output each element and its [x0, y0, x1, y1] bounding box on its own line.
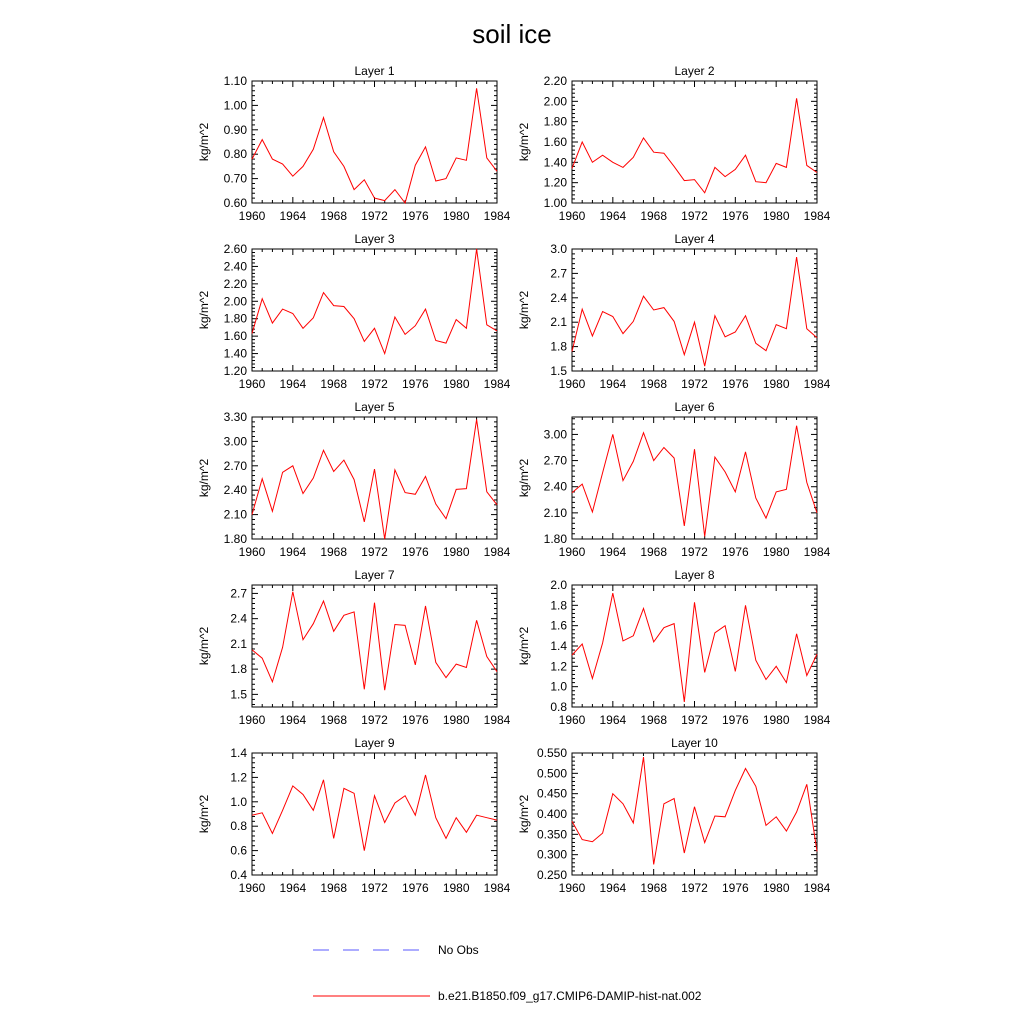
panel-3-ytick-label: 1.40: [223, 346, 247, 361]
panel-10-title: Layer 10: [671, 736, 718, 750]
panel-3-xtick-label: 1976: [401, 377, 429, 391]
panel-9-xtick-label: 1960: [238, 881, 266, 895]
panel-5-xtick-label: 1972: [361, 545, 388, 559]
panel-1-xtick-label: 1984: [483, 209, 511, 223]
panel-1-ytick-label: 0.60: [223, 196, 247, 210]
panel-1-title: Layer 1: [354, 64, 395, 78]
panel-8-xtick-label: 1984: [803, 713, 831, 727]
panel-7-ytick-label: 1.5: [230, 687, 247, 702]
panel-9-xtick-label: 1968: [320, 881, 348, 895]
panel-2-xtick-label: 1968: [640, 209, 668, 223]
panel-2-frame: [572, 81, 817, 203]
panel-10-xtick-label: 1972: [681, 881, 708, 895]
panel-3-series-line: [252, 249, 497, 354]
panel-1-ytick-label: 1.10: [223, 74, 247, 88]
panel-10-xtick-label: 1960: [558, 881, 586, 895]
panel-8-ytick-label: 1.8: [550, 598, 567, 613]
panel-6-title: Layer 6: [674, 400, 715, 414]
panel-1-ytick-label: 1.00: [223, 98, 247, 113]
panel-10-xtick-label: 1984: [803, 881, 831, 895]
panel-2-ytick-label: 1.80: [543, 114, 567, 129]
panel-7-xtick-label: 1980: [442, 713, 470, 727]
panel-5-ytick-label: 2.70: [223, 458, 247, 473]
panel-3-xtick-label: 1984: [483, 377, 511, 391]
panel-9-ytick-label: 0.4: [230, 868, 247, 882]
panel-2-series-line: [572, 98, 817, 193]
panel-4-xtick-label: 1980: [762, 377, 790, 391]
legend-obs-label: No Obs: [438, 943, 479, 957]
panel-3-ytick-label: 2.40: [223, 259, 247, 274]
panel-7-ytick-label: 2.4: [230, 611, 247, 626]
panel-4-ytick-label: 2.1: [550, 315, 567, 330]
panel-9-xtick-label: 1984: [483, 881, 511, 895]
panel-10-ytick-label: 0.500: [536, 766, 567, 781]
panel-3-xtick-label: 1964: [279, 377, 307, 391]
panel-4-ylabel: kg/m^2: [517, 290, 531, 330]
panel-2-ytick-label: 2.20: [543, 74, 567, 88]
panel-10: [517, 736, 831, 895]
panel-1-xtick-label: 1964: [279, 209, 307, 223]
panel-4-xtick-label: 1964: [599, 377, 627, 391]
panel-6-ytick-label: 2.70: [543, 453, 567, 468]
panel-8-ytick-label: 0.8: [550, 700, 567, 714]
panel-9-ytick-label: 1.4: [230, 746, 247, 760]
panel-6-xtick-label: 1968: [640, 545, 668, 559]
panel-5-ytick-label: 3.00: [223, 434, 247, 449]
panel-2-title: Layer 2: [674, 64, 715, 78]
panel-8-xtick-label: 1976: [721, 713, 749, 727]
panel-1-ytick-label: 0.80: [223, 147, 247, 162]
panel-6-xtick-label: 1984: [803, 545, 831, 559]
panel-4-ytick-label: 1.8: [550, 339, 567, 354]
panel-6-xtick-label: 1976: [721, 545, 749, 559]
panel-4-ytick-label: 2.7: [550, 266, 567, 281]
panel-4-xtick-label: 1976: [721, 377, 749, 391]
panel-1-series-line: [252, 88, 497, 203]
panel-5-series-line: [252, 419, 497, 539]
panel-5-frame: [252, 417, 497, 539]
panel-10-ytick-label: 0.400: [536, 807, 567, 821]
panel-5-ytick-label: 3.30: [223, 410, 247, 424]
panel-4-title: Layer 4: [674, 232, 715, 246]
panel-1-frame: [252, 81, 497, 203]
panel-3-xtick-label: 1972: [361, 377, 388, 391]
panel-5-ytick-label: 2.10: [223, 507, 247, 522]
panel-5-ytick-label: 1.80: [223, 532, 247, 546]
panel-4-xtick-label: 1960: [558, 377, 586, 391]
panel-3-ylabel: kg/m^2: [197, 290, 211, 330]
panel-8-ytick-label: 1.6: [550, 618, 567, 633]
panel-5-ytick-label: 2.40: [223, 483, 247, 498]
panel-7-xtick-label: 1984: [483, 713, 511, 727]
panel-3-ytick-label: 2.20: [223, 276, 247, 291]
panel-4: [517, 232, 831, 391]
panel-1-ytick-label: 0.70: [223, 171, 247, 186]
panel-6-ytick-label: 2.40: [543, 479, 567, 494]
panel-3-xtick-label: 1960: [238, 377, 266, 391]
panel-8-title: Layer 8: [674, 568, 715, 582]
panel-1-xtick-label: 1960: [238, 209, 266, 223]
panel-2-ytick-label: 1.60: [543, 135, 567, 149]
panel-5: [197, 400, 511, 559]
panel-6-xtick-label: 1980: [762, 545, 790, 559]
panel-7-xtick-label: 1964: [279, 713, 307, 727]
panel-2-ytick-label: 1.20: [543, 175, 567, 190]
panel-9-ytick-label: 1.0: [230, 794, 247, 809]
panel-4-ytick-label: 2.4: [550, 290, 567, 305]
panel-7-ytick-label: 2.7: [230, 586, 247, 601]
panel-7-title: Layer 7: [354, 568, 395, 582]
panel-8-series-line: [572, 593, 817, 702]
panel-4-frame: [572, 249, 817, 371]
panel-2-xtick-label: 1972: [681, 209, 708, 223]
panel-7-xtick-label: 1972: [361, 713, 388, 727]
panel-8: [517, 568, 831, 727]
panel-7-series-line: [252, 592, 497, 691]
panel-2-ytick-label: 1.00: [543, 196, 567, 210]
panel-10-ytick-label: 0.550: [536, 746, 567, 760]
panel-3-ytick-label: 2.60: [223, 242, 247, 256]
panel-5-xtick-label: 1984: [483, 545, 511, 559]
panel-8-xtick-label: 1964: [599, 713, 627, 727]
panel-7-xtick-label: 1976: [401, 713, 429, 727]
panel-10-ytick-label: 0.300: [536, 847, 567, 862]
panel-3-ytick-label: 2.00: [223, 294, 247, 309]
panel-2-xtick-label: 1976: [721, 209, 749, 223]
panel-5-xtick-label: 1976: [401, 545, 429, 559]
panel-6-ylabel: kg/m^2: [517, 458, 531, 498]
panel-1-xtick-label: 1980: [442, 209, 470, 223]
panel-7: [197, 568, 511, 727]
panel-5-xtick-label: 1968: [320, 545, 348, 559]
panel-2-xtick-label: 1964: [599, 209, 627, 223]
panel-6-xtick-label: 1972: [681, 545, 708, 559]
panel-8-ytick-label: 2.0: [550, 578, 567, 592]
panel-7-ytick-label: 2.1: [230, 636, 247, 651]
panels: [197, 64, 831, 895]
panel-4-xtick-label: 1984: [803, 377, 831, 391]
panel-9-xtick-label: 1976: [401, 881, 429, 895]
panel-10-ytick-label: 0.450: [536, 786, 567, 801]
panel-3-title: Layer 3: [354, 232, 395, 246]
panel-2-xtick-label: 1984: [803, 209, 831, 223]
panel-3-ytick-label: 1.20: [223, 364, 247, 378]
panel-6-ytick-label: 2.10: [543, 505, 567, 520]
panel-5-xtick-label: 1964: [279, 545, 307, 559]
panel-6-series-line: [572, 426, 817, 537]
panel-4-xtick-label: 1972: [681, 377, 708, 391]
panel-10-xtick-label: 1964: [599, 881, 627, 895]
panel-2: [517, 64, 831, 223]
panel-8-ylabel: kg/m^2: [517, 626, 531, 666]
panel-5-xtick-label: 1960: [238, 545, 266, 559]
panel-6-xtick-label: 1960: [558, 545, 586, 559]
panel-6-frame: [572, 417, 817, 539]
panel-4-xtick-label: 1968: [640, 377, 668, 391]
panel-10-xtick-label: 1980: [762, 881, 790, 895]
panel-4-ytick-label: 3.0: [550, 242, 567, 256]
panel-3-frame: [252, 249, 497, 371]
panel-10-xtick-label: 1976: [721, 881, 749, 895]
panel-2-ytick-label: 2.00: [543, 94, 567, 109]
panel-4-ytick-label: 1.5: [550, 364, 567, 378]
panel-6: [517, 400, 831, 559]
panel-10-ytick-label: 0.350: [536, 827, 567, 842]
panel-8-ytick-label: 1.0: [550, 679, 567, 694]
panel-10-series-line: [572, 757, 817, 864]
panel-8-xtick-label: 1960: [558, 713, 586, 727]
panel-1-xtick-label: 1976: [401, 209, 429, 223]
panel-10-ylabel: kg/m^2: [517, 794, 531, 834]
panel-8-xtick-label: 1968: [640, 713, 668, 727]
panel-9-title: Layer 9: [354, 736, 395, 750]
panel-9-ytick-label: 1.2: [230, 770, 247, 785]
panel-6-xtick-label: 1964: [599, 545, 627, 559]
legend-model-label: b.e21.B1850.f09_g17.CMIP6-DAMIP-hist-nat.002: [438, 989, 702, 1003]
panel-2-ylabel: kg/m^2: [517, 122, 531, 162]
panel-3-xtick-label: 1980: [442, 377, 470, 391]
panel-1-ylabel: kg/m^2: [197, 122, 211, 162]
panel-10-ytick-label: 0.250: [536, 868, 567, 882]
panel-5-title: Layer 5: [354, 400, 395, 414]
panel-9-xtick-label: 1972: [361, 881, 388, 895]
panel-3-ytick-label: 1.60: [223, 329, 247, 344]
figure-title: soil ice: [472, 19, 552, 49]
panel-8-ytick-label: 1.2: [550, 659, 567, 674]
panel-9-ytick-label: 0.6: [230, 843, 247, 858]
panel-5-ylabel: kg/m^2: [197, 458, 211, 498]
panel-3-ytick-label: 1.80: [223, 311, 247, 326]
panel-9-series-line: [252, 775, 497, 851]
panel-10-xtick-label: 1968: [640, 881, 668, 895]
panel-9: [197, 736, 511, 895]
panel-9-xtick-label: 1964: [279, 881, 307, 895]
panel-3-xtick-label: 1968: [320, 377, 348, 391]
panel-9-ytick-label: 0.8: [230, 819, 247, 834]
panel-1-ytick-label: 0.90: [223, 122, 247, 137]
panel-8-xtick-label: 1972: [681, 713, 708, 727]
panel-10-frame: [572, 753, 817, 875]
panel-2-xtick-label: 1980: [762, 209, 790, 223]
panel-4-series-line: [572, 257, 817, 366]
panel-1: [197, 64, 511, 223]
panel-7-xtick-label: 1960: [238, 713, 266, 727]
panel-2-xtick-label: 1960: [558, 209, 586, 223]
panel-7-ytick-label: 1.8: [230, 662, 247, 677]
panel-7-ylabel: kg/m^2: [197, 626, 211, 666]
panel-2-ytick-label: 1.40: [543, 155, 567, 170]
panel-3: [197, 232, 511, 391]
panel-9-ylabel: kg/m^2: [197, 794, 211, 834]
panel-8-xtick-label: 1980: [762, 713, 790, 727]
panel-6-ytick-label: 3.00: [543, 427, 567, 442]
panel-9-frame: [252, 753, 497, 875]
legend: [313, 943, 702, 1003]
panel-8-ytick-label: 1.4: [550, 639, 567, 653]
panel-1-xtick-label: 1972: [361, 209, 388, 223]
panel-5-xtick-label: 1980: [442, 545, 470, 559]
panel-6-ytick-label: 1.80: [543, 532, 567, 546]
panel-7-xtick-label: 1968: [320, 713, 348, 727]
panel-1-xtick-label: 1968: [320, 209, 348, 223]
panel-9-xtick-label: 1980: [442, 881, 470, 895]
